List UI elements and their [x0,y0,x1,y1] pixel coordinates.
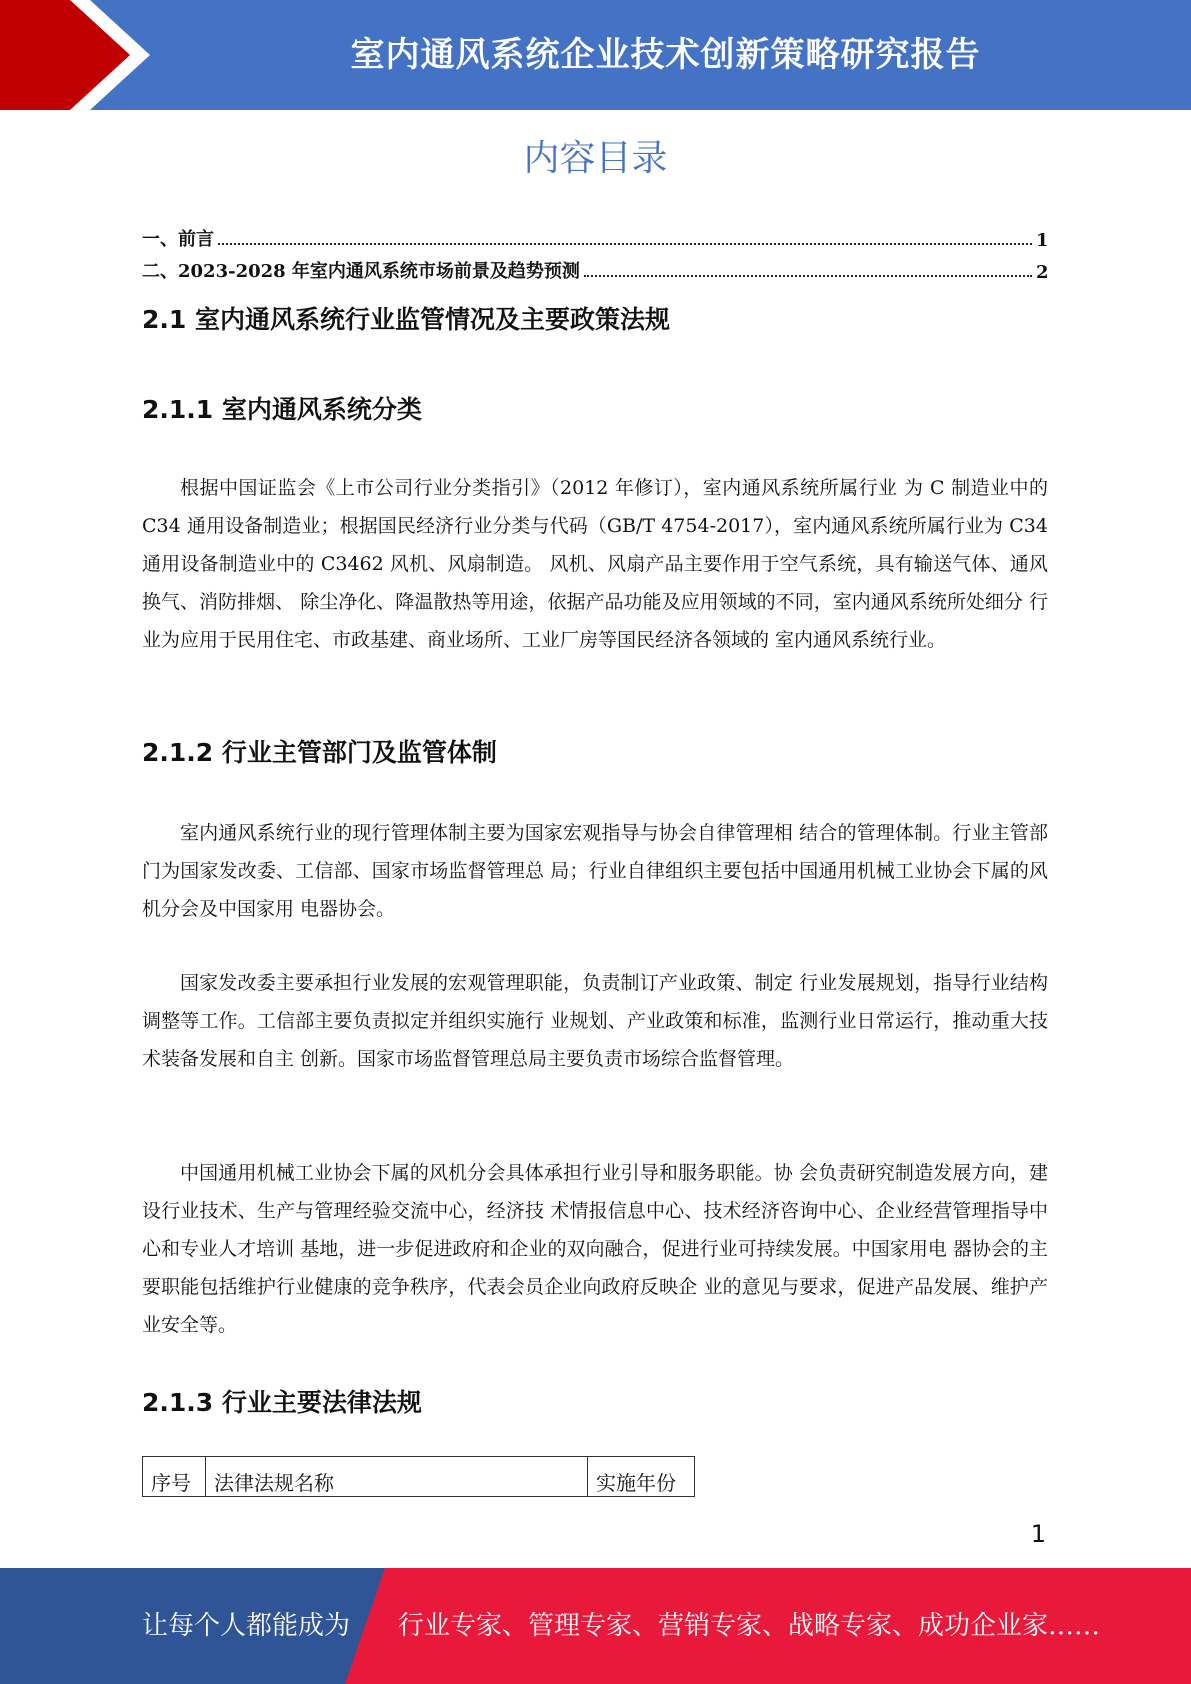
toc-title: 内容目录 [523,138,668,179]
paragraph: 根据中国证监会《上市公司行业分类指引》（2012 年修订），室内通风系统所属行业 为 C 制造业中的 C34 通用设备制造业；根据国民经济行业分类与代码（GB/T 4754-2017），室内通风系统所属行业为 C34 通用设备制造业中的 C3462 风机、风扇制造。 风机、风扇产品主要作用于空气系统，具有输送气体、通风换气、消防排烟、 除尘净化、降温散热等用途，依据产品功能及应用领域的不同，室内通风系统所处细分 行业为应用于民用住宅、市政基建、商业场所、工业厂房等国民经济各领域的 室内通风系统行业。 [142,477,1048,651]
table-header-cell: 法律法规名称 [206,1457,588,1497]
section-heading-2-1: 2.1 室内通风系统行业监管情况及主要政策法规 [142,305,670,334]
toc-entry-label: 二、2023-2028 年室内通风系统市场前景及趋势预测 [142,261,580,282]
table-header-cell: 序号 [143,1457,206,1497]
red-arrow-decoration [0,0,160,110]
toc-leader-dots [584,275,1032,277]
toc-entry[interactable] [142,255,1048,283]
table-header-row [143,1457,695,1497]
toc-entry[interactable] [142,223,1048,251]
footer-banner [0,1568,1191,1684]
toc-leader-dots [218,243,1032,245]
report-title: 室内通风系统企业技术创新策略研究报告 [350,35,981,75]
table-header-cell: 实施年份 [588,1457,695,1497]
paragraph: 中国通用机械工业协会下属的风机分会具体承担行业引导和服务职能。协 会负责研究制造发展方向，建设行业技术、生产与管理经验交流中心，经济技 术情报信息中心、技术经济咨询中心、企业经营管理指导中心和专业人才培训 基地，进一步促进政府和企业的双向融合，促进行业可持续发展。中国家用电 器协会的主要职能包括维护行业健康的竞争秩序，代表会员企业向政府反映企 业的意见与要求，促进产品发展、维护产业安全等。 [142,1162,1048,1336]
footer-slogan-left: 让每个人都能成为 [142,1611,351,1641]
toc-entry-page: 2 [1036,262,1049,283]
paragraph: 室内通风系统行业的现行管理体制主要为国家宏观指导与协会自律管理相 结合的管理体制。行业主管部门为国家发改委、工信部、国家市场监督管理总 局；行业自律组织主要包括中国通用机械工业协会下属的风机分会及中国家用 电器协会。 [142,822,1048,920]
header-banner [0,0,1191,110]
paragraph: 国家发改委主要承担行业发展的宏观管理职能，负责制订产业政策、制定 行业发展规划，指导行业结构调整等工作。工信部主要负责拟定并组织实施行 业规划、产业政策和标准，监测行业日常运行，推动重大技术装备发展和自主 创新。国家市场监督管理总局主要负责市场综合监督管理。 [142,972,1048,1070]
toc-entry-label: 一、前言 [142,229,214,250]
footer-slogan-right: 行业专家、管理专家、营销专家、战略专家、成功企业家…… [398,1611,1101,1641]
laws-table [142,1456,695,1497]
section-heading-2-1-2: 2.1.2 行业主管部门及监管体制 [142,738,497,767]
page-number: 1 [1030,1520,1046,1548]
toc-entry-page: 1 [1036,230,1049,251]
section-heading-2-1-1: 2.1.1 室内通风系统分类 [142,395,422,424]
section-heading-2-1-3: 2.1.3 行业主要法律法规 [142,1388,422,1417]
